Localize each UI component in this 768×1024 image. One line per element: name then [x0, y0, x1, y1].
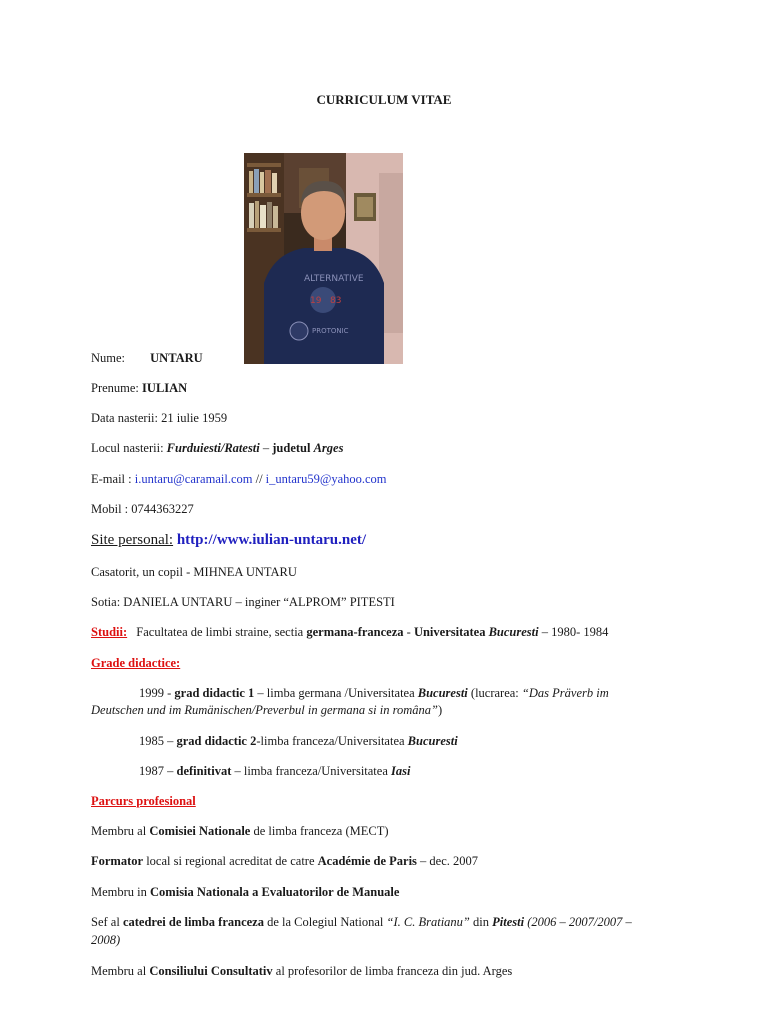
grade-1999-work-2: Deutschen und im Rumänischen/Preverbul in germana si in româna”	[91, 703, 438, 717]
p2-text-1: local si regional acreditat de catre	[146, 854, 315, 868]
p4-text-1: Sef al	[91, 915, 120, 929]
p5-bold: Consiliului Consultativ	[149, 964, 273, 978]
grade-1985-uni: Bucuresti	[407, 734, 458, 748]
p5-text-1: Membru al	[91, 964, 147, 978]
parcurs-item-1	[91, 824, 389, 839]
document-title: CURRICULUM VITAE	[316, 92, 452, 107]
grade-1987-uni: Iasi	[391, 764, 411, 778]
grade-1999	[139, 686, 609, 701]
locul-nasterii-place: Furduiesti/Ratesti	[166, 441, 260, 455]
p5-text-2: al profesorilor de limba franceza din jud. Arges	[275, 964, 513, 978]
studii-text-1: Facultatea de limbi straine, sectia	[136, 625, 304, 639]
p3-text-1: Membru in	[91, 885, 147, 899]
p4-text-3: din	[473, 915, 489, 929]
p2-text-2: – dec. 2007	[420, 854, 479, 868]
svg-text:83: 83	[330, 296, 342, 306]
grade-1999-work-1: “Das Präverb im	[521, 686, 609, 700]
parcurs-item-2	[91, 854, 478, 869]
grade-1987-text: – limba franceza/Universitatea	[234, 764, 388, 778]
section-parcurs-profesional: Parcurs profesional	[91, 794, 196, 808]
parcurs-item-4	[91, 915, 632, 930]
svg-text:PROTONIC: PROTONIC	[312, 327, 349, 335]
parcurs-item-4-cont	[91, 933, 120, 948]
p4-years-1: (2006 – 2007/2007 –	[527, 915, 632, 929]
field-studii	[91, 625, 608, 640]
data-nasterii-value: 21 iulie 1959	[161, 411, 228, 425]
studii-years: – 1980- 1984	[541, 625, 609, 639]
mobil-label: Mobil :	[91, 502, 129, 516]
grade-1987-title: definitivat	[176, 764, 232, 778]
grade-1999-title: grad didactic 1	[174, 686, 255, 700]
field-prenume	[91, 381, 187, 396]
p4-years-2: 2008)	[91, 933, 121, 947]
grade-1999-cont	[91, 703, 442, 718]
email-label: E-mail :	[91, 472, 132, 486]
nume-label: Nume:	[91, 351, 126, 365]
email-link-2[interactable]: i_untaru59@yahoo.com	[265, 472, 387, 486]
nume-value: UNTARU	[150, 351, 203, 365]
grade-1985-title: grad didactic 2	[176, 734, 257, 748]
parcurs-item-5	[91, 964, 512, 979]
studii-city: Bucuresti	[488, 625, 539, 639]
field-locul-nasterii	[91, 441, 343, 456]
p4-bold: catedrei de limba franceza	[122, 915, 264, 929]
grade-1999-year: 1999 -	[139, 686, 172, 700]
p4-college: “I. C. Bratianu”	[386, 915, 470, 929]
prenume-value: IULIAN	[142, 381, 188, 395]
site-link[interactable]: http://www.iulian-untaru.net/	[176, 532, 367, 548]
portrait-photo	[244, 153, 403, 364]
data-nasterii-label: Data nasterii:	[91, 411, 158, 425]
p3-bold: Comisia Nationala a Evaluatorilor de Manuale	[150, 885, 400, 899]
svg-text:19: 19	[310, 296, 322, 306]
email-sep: //	[255, 472, 263, 486]
mobil-value: 0744363227	[131, 502, 194, 516]
grade-1999-uni: Bucuresti	[417, 686, 468, 700]
studii-section: germana-franceza	[306, 625, 404, 639]
section-grade-didactice: Grade didactice:	[91, 656, 181, 670]
p1-bold: Comisiei Nationale	[149, 824, 251, 838]
p4-city: Pitesti	[492, 915, 525, 929]
p4-text-2: de la Colegiul National	[267, 915, 384, 929]
field-site	[91, 532, 366, 549]
p2-bold-1: Formator	[91, 854, 144, 868]
grade-1987	[139, 764, 410, 779]
grade-1987-year: 1987 –	[139, 764, 174, 778]
parcurs-item-3	[91, 885, 399, 900]
grade-1985-text: -limba franceza/Universitatea	[256, 734, 405, 748]
studii-university-label: Universitatea	[413, 625, 486, 639]
grade-1999-lucrarea: (lucrarea:	[470, 686, 519, 700]
field-casatorit: Casatorit, un copil - MIHNEA UNTARU	[91, 565, 297, 579]
field-nume	[91, 351, 203, 366]
email-link-1[interactable]: i.untaru@caramail.com	[134, 472, 253, 486]
grade-1999-text: – limba germana /Universitatea	[257, 686, 415, 700]
site-label: Site personal:	[91, 532, 174, 548]
locul-nasterii-sep: –	[262, 441, 270, 455]
studii-label: Studii:	[91, 625, 128, 639]
field-mobil	[91, 502, 194, 517]
field-sotia: Sotia: DANIELA UNTARU – inginer “ALPROM” PITESTI	[91, 595, 395, 609]
judet-label: judetul	[272, 441, 311, 455]
p2-bold-2: Académie de Paris	[317, 854, 417, 868]
prenume-label: Prenume:	[91, 381, 139, 395]
p1-text-2: de limba franceza (MECT)	[253, 824, 389, 838]
field-data-nasterii	[91, 411, 227, 426]
svg-text:ALTERNATIVE: ALTERNATIVE	[304, 274, 364, 284]
grade-1985-year: 1985 –	[139, 734, 174, 748]
grade-1985	[139, 734, 458, 749]
grade-1999-close: )	[437, 703, 443, 717]
studii-dash: -	[406, 625, 411, 639]
field-email	[91, 472, 387, 487]
p1-text-1: Membru al	[91, 824, 147, 838]
judet-value: Arges	[313, 441, 344, 455]
locul-nasterii-label: Locul nasterii:	[91, 441, 164, 455]
